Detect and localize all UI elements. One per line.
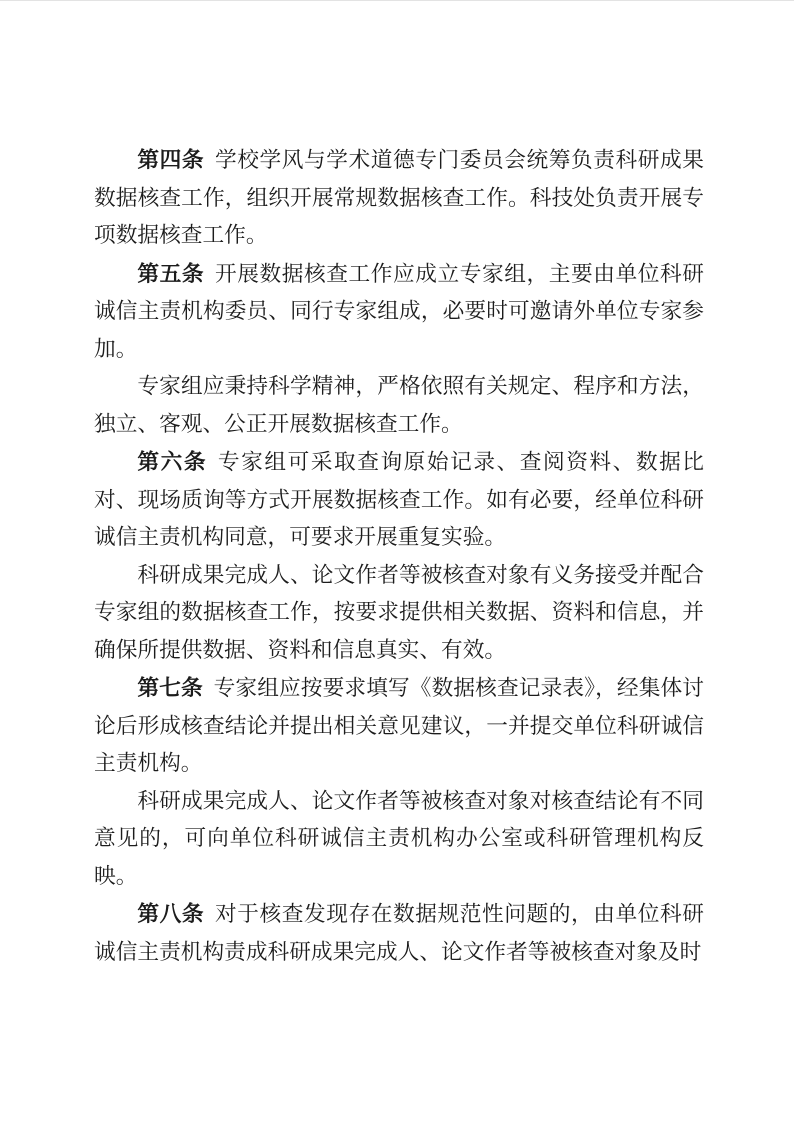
article-8-number: 第八条 [137, 901, 205, 926]
article-6-text: 专家组可采取查询原始记录、查阅资料、数据比对、现场质询等方式开展数据核查工作。如有必要，经单位科研诚信主责机构同意，可要求开展重复实验。 [94, 450, 704, 549]
document-body [94, 141, 704, 971]
page-top-edge-line [0, 0, 794, 1]
article-4-number: 第四条 [137, 147, 205, 172]
article-6-number: 第六条 [137, 449, 208, 474]
paragraph-expert-group-principles [94, 368, 704, 443]
paragraph-objection-channel [94, 783, 704, 896]
expert-group-principles-text: 专家组应秉持科学精神，严格依照有关规定、程序和方法，独立、客观、公正开展数据核查工作。 [94, 374, 704, 436]
article-7-number: 第七条 [137, 675, 203, 700]
paragraph-article-4 [94, 141, 704, 255]
paragraph-article-6 [94, 443, 704, 557]
paragraph-cooperation-obligation [94, 557, 704, 670]
article-5-text: 开展数据核查工作应成立专家组，主要由单位科研诚信主责机构委员、同行专家组成，必要时可邀请外单位专家参加。 [94, 261, 704, 361]
paragraph-article-7 [94, 669, 704, 783]
article-5-number: 第五条 [137, 260, 205, 286]
cooperation-obligation-text: 科研成果完成人、论文作者等被核查对象有义务接受并配合专家组的数据核查工作，按要求提供相关数据、资料和信息，并确保所提供数据、资料和信息真实、有效。 [94, 562, 704, 662]
article-8-text: 对于核查发现存在数据规范性问题的，由单位科研诚信主责机构责成科研成果完成人、论文作者等被核查对象及时 [94, 902, 704, 964]
article-7-text: 专家组应按要求填写《数据核查记录表》，经集体讨论后形成核查结论并提出相关意见建议，一并提交单位科研诚信主责机构。 [94, 676, 704, 775]
paragraph-article-8 [94, 895, 704, 971]
objection-channel-text: 科研成果完成人、论文作者等被核查对象对核查结论有不同意见的，可向单位科研诚信主责机构办公室或科研管理机构反映。 [94, 788, 704, 888]
article-4-text: 学校学风与学术道德专门委员会统筹负责科研成果数据核查工作，组织开展常规数据核查工作。科技处负责开展专项数据核查工作。 [94, 148, 704, 247]
paragraph-article-5 [94, 255, 704, 369]
